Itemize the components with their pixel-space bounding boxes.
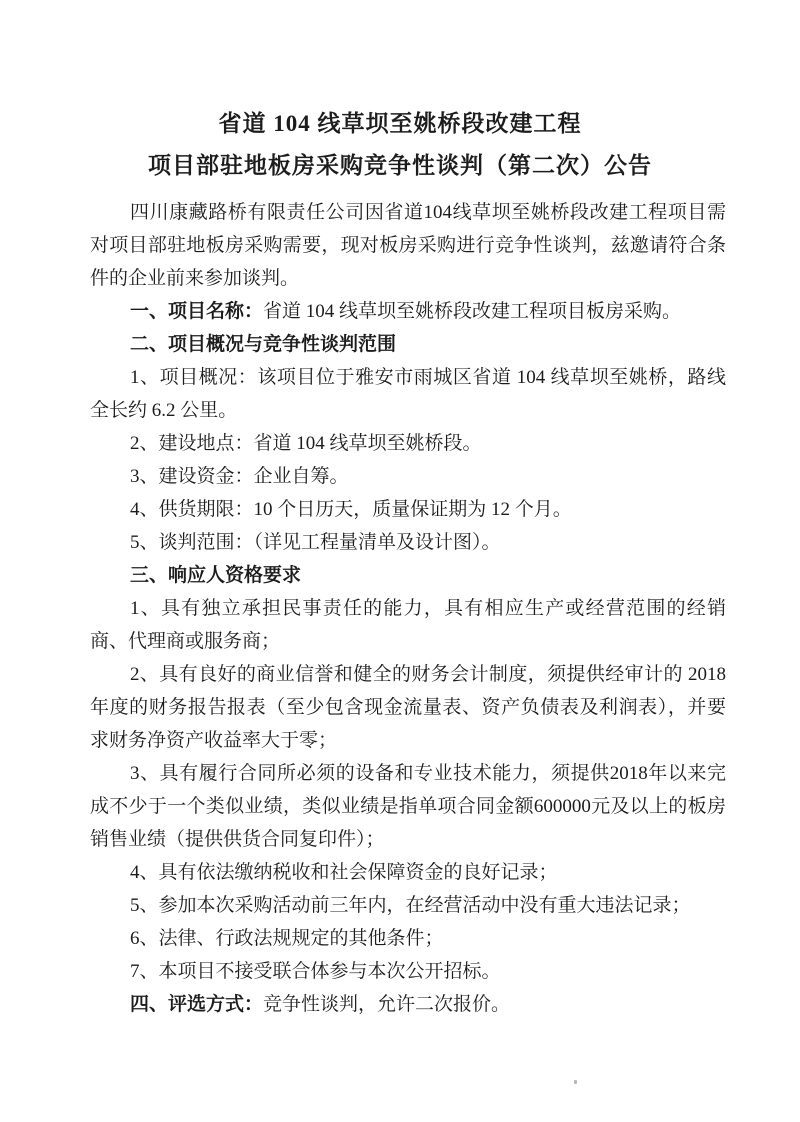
intro-paragraph: [90, 196, 726, 295]
document-title-block: [0, 103, 800, 187]
paragraph-text: 省道 104 线草坝至姚桥段改建工程项目板房采购。: [263, 301, 682, 322]
section-2-item-2: [90, 427, 726, 460]
paragraph-text: 3、具有履行合同所必须的设备和专业技术能力，须提供2018年以来完成不少于一个类似业绩，类似业绩是指单项合同金额600000元及以上的板房销售业绩（提供供货合同复印件）；: [90, 763, 726, 850]
paragraph-text: 6、法律、行政法规规定的其他条件；: [130, 928, 444, 949]
section-2-item-1: [90, 361, 726, 427]
section-3-item-6: [90, 922, 726, 955]
section-3-item-2: [90, 658, 726, 757]
document-body: [90, 196, 726, 1021]
section-3-heading: [90, 559, 726, 592]
paragraph-text: 4、供货期限：10 个日历天，质量保证期为 12 个月。: [130, 499, 572, 520]
section-2-item-3: [90, 460, 726, 493]
paragraph-text: 7、本项目不接受联合体参与本次公开招标。: [130, 961, 501, 982]
section-3-item-4: [90, 856, 726, 889]
paragraph-lead: 三、响应人资格要求: [130, 565, 302, 586]
paragraph-text: 竞争性谈判，允许二次报价。: [263, 994, 511, 1015]
paragraph-text: 4、具有依法缴纳税收和社会保障资金的良好记录；: [130, 862, 558, 883]
paragraph-text: 5、参加本次采购活动前三年内，在经营活动中没有重大违法记录；: [130, 895, 691, 916]
paragraph-text: 2、建设地点：省道 104 线草坝至姚桥段。: [130, 433, 482, 454]
section-3-item-7: [90, 955, 726, 988]
paragraph-text: 2、具有良好的商业信誉和健全的财务会计制度，须提供经审计的 2018 年度的财务报告报表（至少包含现金流量表、资产负债表及利润表），并要求财务净资产收益率大于零；: [90, 664, 726, 751]
doc-title-line2: 项目部驻地板房采购竞争性谈判（第二次）公告: [148, 153, 652, 178]
section-2-item-5: [90, 526, 726, 559]
section-2-heading: [90, 328, 726, 361]
paragraph-lead: 二、项目概况与竞争性谈判范围: [130, 334, 397, 355]
paragraph-text: 3、建设资金：企业自筹。: [130, 466, 349, 487]
paragraph-text: 5、谈判范围：（详见工程量清单及设计图）。: [130, 532, 501, 553]
section-3-item-1: [90, 592, 726, 658]
section-4-evaluation-method: [90, 988, 726, 1021]
paragraph-text: 1、具有独立承担民事责任的能力，具有相应生产或经营范围的经销商、代理商或服务商；: [90, 598, 726, 652]
doc-title-line1: 省道 104 线草坝至姚桥段改建工程: [218, 111, 582, 136]
paragraph-lead: 四、评选方式：: [130, 994, 264, 1015]
section-1-project-name: [90, 295, 726, 328]
section-3-item-5: [90, 889, 726, 922]
section-2-item-4: [90, 493, 726, 526]
paragraph-lead: 一、项目名称：: [130, 301, 264, 322]
paragraph-text: 1、项目概况：该项目位于雅安市雨城区省道 104 线草坝至姚桥，路线全长约 6.2 公里。: [90, 367, 726, 421]
paragraph-text: 四川康藏路桥有限责任公司因省道104线草坝至姚桥段改建工程项目需对项目部驻地板房采购需要，现对板房采购进行竞争性谈判，兹邀请符合条件的企业前来参加谈判。: [90, 202, 726, 289]
section-3-item-3: [90, 757, 726, 856]
scan-artifact-dot: [574, 1080, 577, 1084]
